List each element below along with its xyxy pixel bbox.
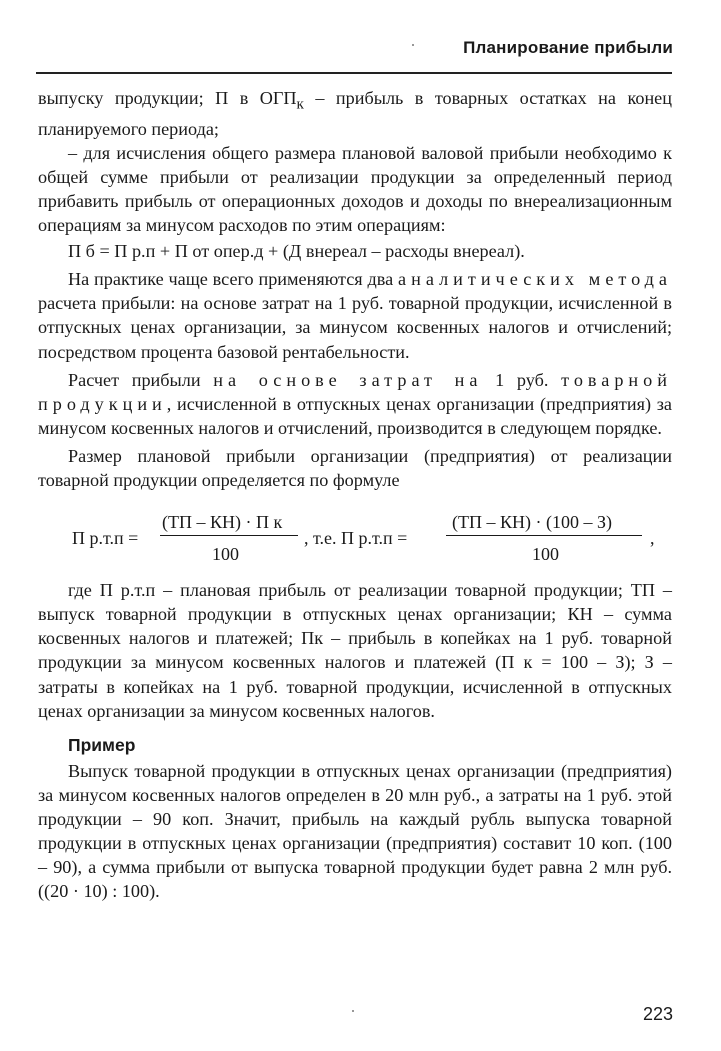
formula-numerator-2: (ТП – КН) · (100 – З) — [452, 512, 612, 533]
page-number: 223 — [642, 1004, 673, 1024]
scan-speck — [352, 1010, 354, 1012]
gross-profit-formula: П б = П р.п + П от опер.д + (Д внереал – расходы внереал). — [68, 241, 525, 262]
paragraph-2: – для исчисления общего размера плановой валовой прибыли необходимо к общей сумме прибыли от реализации продукции за определенный период прибавить прибыль от операционных доходов и доходы по внереализационным операциям за минусом расходов по этим операциям: — [38, 142, 672, 236]
example-heading: Пример — [68, 734, 136, 755]
profit-formula — [38, 504, 672, 568]
page-body — [38, 86, 672, 903]
paragraph-methods: На практике чаще всего применяются два аналитических метода расчета прибыли: на основе затрат на 1 руб. товарной продукции, исчисленной в отпускных ценах организации, за минусом косвенных налогов и отчислений; посредством процента базовой рентабельности. — [38, 269, 672, 362]
paragraph-example: Выпуск товарной продукции в отпускных ценах организации (предприятия) за минусом косвенных налогов определен в 20 млн руб., а затраты на 1 руб. этой продукции – 90 коп. Значит, прибыль на каждый рубль выпуска товарной продукции в отпускных ценах организации (предприятия) составит 10 коп. (100 – 90), а сумма прибыли от выпуска товарной продукции будет равна 2 млн руб. ((20 · 10) : 100). — [38, 760, 672, 902]
formula-numerator-1: (ТП – КН) · П к — [162, 512, 283, 533]
paragraph-formula-intro: Размер плановой прибыли организации (предприятия) от реализации товарной продукции определяется по формуле — [38, 445, 672, 491]
fraction-bar-1 — [160, 535, 298, 536]
header-rule — [36, 72, 672, 74]
formula-denominator-1: 100 — [212, 544, 239, 565]
paragraph-definitions: где П р.т.п – плановая прибыль от реализации товарной продукции; ТП – выпуск товарной продукции в отпускных ценах организации; КН – сумма косвенных налогов и платежей; Пк – прибыль в копейках на 1 руб. товарной продукции за минусом косвенных налогов и платежей (П к = 100 – З); З – затраты в копейках на 1 руб. товарной продукции, исчисленной в отпускных ценах организации за минусом косвенных налогов. — [38, 580, 672, 721]
running-head: Планирование прибыли — [463, 38, 673, 57]
scan-speck — [412, 44, 414, 46]
formula-middle: , т.е. П р.т.п = — [304, 528, 408, 549]
paragraph-1: выпуску продукции; П в $ОГП_к$ – прибыль в товарных остатках на конец планируемого периода; — [38, 88, 672, 139]
paragraph-cost-method: Расчет прибыли на основе затрат на 1 руб. товарной продукции, исчисленной в отпускных ценах организации (предприятия) за минусом косвенных налогов и отчислений, производится в следующем порядке. — [38, 369, 672, 438]
formula-denominator-2: 100 — [532, 544, 559, 565]
formula-lhs: П р.т.п = — [72, 528, 139, 549]
fraction-bar-2 — [446, 535, 642, 536]
formula-tail: , — [650, 528, 655, 549]
